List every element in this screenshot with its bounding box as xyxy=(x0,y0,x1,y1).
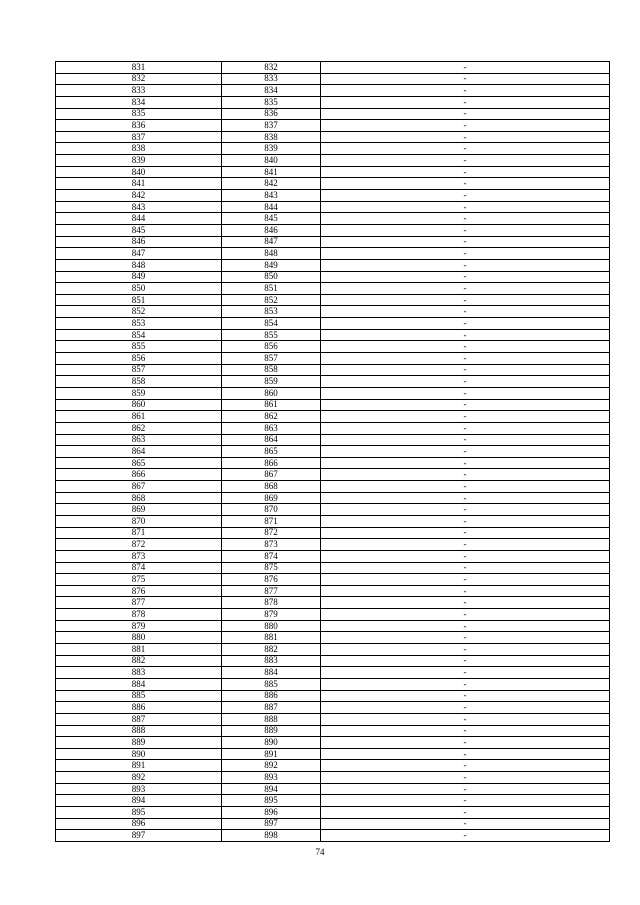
table-row xyxy=(56,201,610,213)
table-row xyxy=(56,73,610,85)
table-cell: 834 xyxy=(222,85,321,97)
table-body xyxy=(56,62,610,842)
table-cell: 879 xyxy=(222,609,321,621)
table-cell: 868 xyxy=(222,481,321,493)
table-row xyxy=(56,85,610,97)
table-cell: 867 xyxy=(56,481,222,493)
table-cell: 894 xyxy=(56,795,222,807)
table-row xyxy=(56,271,610,283)
table-cell: 887 xyxy=(56,713,222,725)
table-row xyxy=(56,166,610,178)
table-cell: 893 xyxy=(222,772,321,784)
table-cell: 855 xyxy=(222,329,321,341)
table-cell: - xyxy=(321,678,610,690)
table-cell: 858 xyxy=(56,376,222,388)
table-cell: 869 xyxy=(222,492,321,504)
table-cell: 886 xyxy=(56,702,222,714)
table-cell: 836 xyxy=(222,108,321,120)
table-cell: 875 xyxy=(56,574,222,586)
table-cell: 877 xyxy=(222,585,321,597)
table-cell: 892 xyxy=(56,772,222,784)
table-row xyxy=(56,143,610,155)
table-row xyxy=(56,713,610,725)
table-row xyxy=(56,341,610,353)
table-cell: - xyxy=(321,667,610,679)
table-cell: 897 xyxy=(222,818,321,830)
table-cell: - xyxy=(321,108,610,120)
table-row xyxy=(56,620,610,632)
table-row xyxy=(56,678,610,690)
table-cell: - xyxy=(321,85,610,97)
table-row xyxy=(56,795,610,807)
table-cell: - xyxy=(321,131,610,143)
table-cell: - xyxy=(321,550,610,562)
table-cell: 874 xyxy=(222,550,321,562)
table-cell: - xyxy=(321,213,610,225)
table-cell: - xyxy=(321,446,610,458)
table-cell: 882 xyxy=(222,644,321,656)
table-row xyxy=(56,574,610,586)
table-cell: - xyxy=(321,353,610,365)
table-cell: 881 xyxy=(56,644,222,656)
table-cell: 841 xyxy=(56,178,222,190)
table-cell: 872 xyxy=(222,527,321,539)
table-cell: - xyxy=(321,387,610,399)
table-cell: - xyxy=(321,783,610,795)
table-row xyxy=(56,190,610,202)
table-cell: 856 xyxy=(222,341,321,353)
table-cell: - xyxy=(321,376,610,388)
table-row xyxy=(56,725,610,737)
table-cell: 857 xyxy=(56,364,222,376)
table-cell: 838 xyxy=(222,131,321,143)
table-cell: - xyxy=(321,201,610,213)
table-cell: 883 xyxy=(56,667,222,679)
table-cell: - xyxy=(321,504,610,516)
table-cell: - xyxy=(321,224,610,236)
table-cell: - xyxy=(321,818,610,830)
table-cell: 893 xyxy=(56,783,222,795)
table-row xyxy=(56,527,610,539)
table-cell: - xyxy=(321,492,610,504)
table-cell: 834 xyxy=(56,96,222,108)
table-row xyxy=(56,667,610,679)
table-row xyxy=(56,644,610,656)
table-cell: 873 xyxy=(222,539,321,551)
table-cell: - xyxy=(321,725,610,737)
table-cell: - xyxy=(321,178,610,190)
table-cell: 835 xyxy=(56,108,222,120)
table-cell: - xyxy=(321,562,610,574)
table-cell: 848 xyxy=(222,248,321,260)
table-cell: 844 xyxy=(222,201,321,213)
table-cell: - xyxy=(321,795,610,807)
table-cell: 832 xyxy=(56,73,222,85)
table-cell: 832 xyxy=(222,62,321,74)
table-cell: 892 xyxy=(222,760,321,772)
table-cell: 878 xyxy=(56,609,222,621)
table-cell: - xyxy=(321,236,610,248)
table-cell: 879 xyxy=(56,620,222,632)
table-cell: 888 xyxy=(222,713,321,725)
table-cell: 871 xyxy=(222,515,321,527)
table-cell: - xyxy=(321,713,610,725)
table-cell: - xyxy=(321,515,610,527)
table-cell: 840 xyxy=(222,155,321,167)
table-cell: 854 xyxy=(56,329,222,341)
table-cell: 891 xyxy=(56,760,222,772)
table-cell: - xyxy=(321,271,610,283)
table-cell: 849 xyxy=(56,271,222,283)
table-cell: 874 xyxy=(56,562,222,574)
table-cell: - xyxy=(321,760,610,772)
table-cell: 870 xyxy=(222,504,321,516)
table-cell: 882 xyxy=(56,655,222,667)
table-row xyxy=(56,632,610,644)
table-row xyxy=(56,178,610,190)
table-cell: 859 xyxy=(56,387,222,399)
table-cell: - xyxy=(321,585,610,597)
table-cell: 891 xyxy=(222,748,321,760)
table-cell: 864 xyxy=(56,446,222,458)
table-cell: 890 xyxy=(56,748,222,760)
table-cell: - xyxy=(321,96,610,108)
table-cell: 865 xyxy=(222,446,321,458)
table-cell: 852 xyxy=(222,294,321,306)
table-cell: 833 xyxy=(56,85,222,97)
table-cell: - xyxy=(321,539,610,551)
table-cell: 884 xyxy=(56,678,222,690)
table-cell: 837 xyxy=(56,131,222,143)
table-row xyxy=(56,702,610,714)
table-cell: 897 xyxy=(56,830,222,842)
table-row xyxy=(56,364,610,376)
table-row xyxy=(56,807,610,819)
table-cell: 850 xyxy=(56,283,222,295)
table-cell: - xyxy=(321,166,610,178)
table-row xyxy=(56,411,610,423)
table-row xyxy=(56,376,610,388)
table-cell: 837 xyxy=(222,120,321,132)
table-cell: 860 xyxy=(222,387,321,399)
table-cell: 877 xyxy=(56,597,222,609)
table-cell: 895 xyxy=(56,807,222,819)
table-cell: - xyxy=(321,306,610,318)
table-cell: 833 xyxy=(222,73,321,85)
table-cell: 857 xyxy=(222,353,321,365)
table-cell: 885 xyxy=(56,690,222,702)
table-cell: 839 xyxy=(56,155,222,167)
table-cell: 860 xyxy=(56,399,222,411)
table-cell: 851 xyxy=(222,283,321,295)
table-cell: - xyxy=(321,527,610,539)
table-row xyxy=(56,457,610,469)
table-cell: 890 xyxy=(222,737,321,749)
table-cell: 846 xyxy=(56,236,222,248)
table-cell: 850 xyxy=(222,271,321,283)
table-row xyxy=(56,329,610,341)
table-cell: - xyxy=(321,411,610,423)
table-row xyxy=(56,481,610,493)
table-cell: 855 xyxy=(56,341,222,353)
table-cell: - xyxy=(321,422,610,434)
table-row xyxy=(56,609,610,621)
table-cell: 886 xyxy=(222,690,321,702)
table-row xyxy=(56,422,610,434)
table-cell: 883 xyxy=(222,655,321,667)
table-row xyxy=(56,131,610,143)
table-row xyxy=(56,224,610,236)
table-cell: 861 xyxy=(222,399,321,411)
table-cell: 864 xyxy=(222,434,321,446)
table-row xyxy=(56,492,610,504)
table-cell: 889 xyxy=(56,737,222,749)
table-cell: 849 xyxy=(222,259,321,271)
table-row xyxy=(56,236,610,248)
table-row xyxy=(56,446,610,458)
table-row xyxy=(56,562,610,574)
table-cell: 861 xyxy=(56,411,222,423)
table-cell: - xyxy=(321,632,610,644)
table-cell: 875 xyxy=(222,562,321,574)
table-cell: - xyxy=(321,143,610,155)
table-row xyxy=(56,96,610,108)
table-row xyxy=(56,830,610,842)
table-cell: 888 xyxy=(56,725,222,737)
table-cell: 898 xyxy=(222,830,321,842)
table-cell: 895 xyxy=(222,795,321,807)
table-row xyxy=(56,62,610,74)
table-row xyxy=(56,550,610,562)
table-cell: 842 xyxy=(56,190,222,202)
table-row xyxy=(56,655,610,667)
table-cell: 885 xyxy=(222,678,321,690)
table-cell: - xyxy=(321,469,610,481)
table-cell: - xyxy=(321,609,610,621)
table-cell: - xyxy=(321,655,610,667)
table-cell: - xyxy=(321,259,610,271)
table-cell: 859 xyxy=(222,376,321,388)
table-row xyxy=(56,120,610,132)
table-row xyxy=(56,108,610,120)
table-cell: - xyxy=(321,457,610,469)
table-cell: 880 xyxy=(222,620,321,632)
table-cell: 880 xyxy=(56,632,222,644)
table-row xyxy=(56,690,610,702)
table-cell: - xyxy=(321,73,610,85)
table-cell: - xyxy=(321,807,610,819)
table-cell: - xyxy=(321,434,610,446)
table-cell: 846 xyxy=(222,224,321,236)
table-cell: - xyxy=(321,748,610,760)
table-row xyxy=(56,585,610,597)
table-cell: - xyxy=(321,283,610,295)
table-cell: 836 xyxy=(56,120,222,132)
table-cell: - xyxy=(321,481,610,493)
table-cell: 872 xyxy=(56,539,222,551)
table-row xyxy=(56,259,610,271)
table-cell: 884 xyxy=(222,667,321,679)
table-cell: 896 xyxy=(56,818,222,830)
table-row xyxy=(56,306,610,318)
table-row xyxy=(56,155,610,167)
table-cell: - xyxy=(321,830,610,842)
table-cell: 852 xyxy=(56,306,222,318)
table-cell: 873 xyxy=(56,550,222,562)
table-cell: - xyxy=(321,155,610,167)
table-cell: - xyxy=(321,574,610,586)
table-cell: - xyxy=(321,329,610,341)
table-cell: 865 xyxy=(56,457,222,469)
table-cell: 845 xyxy=(56,224,222,236)
table-cell: - xyxy=(321,318,610,330)
table-cell: 866 xyxy=(56,469,222,481)
table-cell: 854 xyxy=(222,318,321,330)
table-cell: 868 xyxy=(56,492,222,504)
table-cell: 853 xyxy=(56,318,222,330)
data-table xyxy=(55,61,610,842)
table-cell: - xyxy=(321,399,610,411)
table-cell: 863 xyxy=(222,422,321,434)
table-cell: 841 xyxy=(222,166,321,178)
table-cell: 847 xyxy=(222,236,321,248)
table-cell: - xyxy=(321,702,610,714)
table-cell: 835 xyxy=(222,96,321,108)
table-cell: 853 xyxy=(222,306,321,318)
table-cell: 881 xyxy=(222,632,321,644)
table-cell: 845 xyxy=(222,213,321,225)
table-cell: 831 xyxy=(56,62,222,74)
table-cell: 863 xyxy=(56,434,222,446)
table-cell: - xyxy=(321,294,610,306)
table-cell: 866 xyxy=(222,457,321,469)
table-cell: 869 xyxy=(56,504,222,516)
table-cell: - xyxy=(321,62,610,74)
table-cell: 894 xyxy=(222,783,321,795)
table-cell: 856 xyxy=(56,353,222,365)
table-cell: 878 xyxy=(222,597,321,609)
table-cell: 876 xyxy=(222,574,321,586)
table-row xyxy=(56,737,610,749)
table-cell: 896 xyxy=(222,807,321,819)
table-cell: - xyxy=(321,737,610,749)
table-cell: - xyxy=(321,597,610,609)
table-cell: 871 xyxy=(56,527,222,539)
table-cell: 876 xyxy=(56,585,222,597)
table-cell: 870 xyxy=(56,515,222,527)
table-cell: - xyxy=(321,190,610,202)
table-row xyxy=(56,294,610,306)
table-cell: 843 xyxy=(222,190,321,202)
table-cell: - xyxy=(321,772,610,784)
table-cell: - xyxy=(321,620,610,632)
table-cell: 887 xyxy=(222,702,321,714)
table-row xyxy=(56,248,610,260)
table-cell: - xyxy=(321,341,610,353)
table-row xyxy=(56,748,610,760)
table-cell: - xyxy=(321,120,610,132)
table-cell: - xyxy=(321,690,610,702)
table-row xyxy=(56,434,610,446)
table-cell: 847 xyxy=(56,248,222,260)
table-cell: 838 xyxy=(56,143,222,155)
table-row xyxy=(56,387,610,399)
table-cell: 839 xyxy=(222,143,321,155)
table-row xyxy=(56,213,610,225)
table-row xyxy=(56,783,610,795)
table-cell: - xyxy=(321,364,610,376)
table-cell: 848 xyxy=(56,259,222,271)
table-row xyxy=(56,515,610,527)
table-cell: 844 xyxy=(56,213,222,225)
table-row xyxy=(56,399,610,411)
table-row xyxy=(56,760,610,772)
table-cell: 867 xyxy=(222,469,321,481)
table-cell: - xyxy=(321,248,610,260)
table-row xyxy=(56,318,610,330)
table-row xyxy=(56,597,610,609)
table-cell: - xyxy=(321,644,610,656)
table-cell: 840 xyxy=(56,166,222,178)
table-row xyxy=(56,539,610,551)
table-cell: 862 xyxy=(56,422,222,434)
table-cell: 851 xyxy=(56,294,222,306)
table-cell: 889 xyxy=(222,725,321,737)
table-cell: 862 xyxy=(222,411,321,423)
table-row xyxy=(56,772,610,784)
table-row xyxy=(56,353,610,365)
table-cell: 843 xyxy=(56,201,222,213)
table-row xyxy=(56,469,610,481)
table-row xyxy=(56,818,610,830)
table-cell: 842 xyxy=(222,178,321,190)
table-row xyxy=(56,504,610,516)
page-number: 74 xyxy=(315,847,325,857)
table-row xyxy=(56,283,610,295)
table-cell: 858 xyxy=(222,364,321,376)
